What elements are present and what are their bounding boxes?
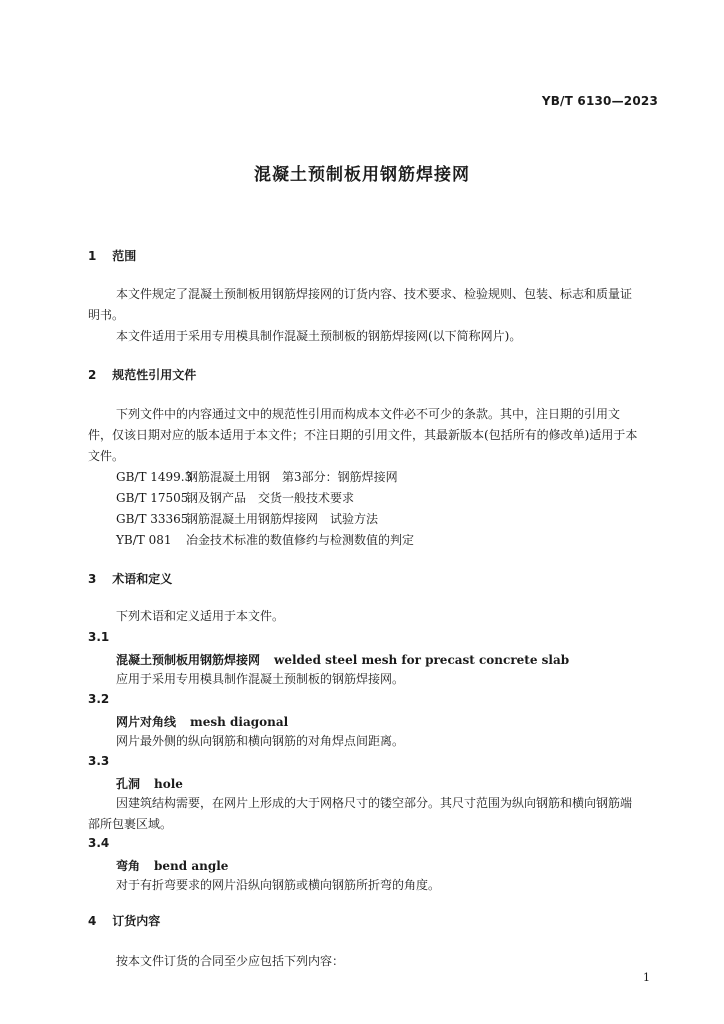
term-heading [116, 651, 569, 668]
paragraph-line: 明书。 [88, 308, 125, 322]
reference-code: YB/T 081 [116, 533, 172, 547]
reference-item [116, 509, 378, 530]
section-number: 1 [88, 249, 97, 263]
term-definition: 对于有折弯要求的网片沿纵向钢筋或横向钢筋所折弯的角度。 [116, 878, 441, 892]
document-title: 混凝土预制板用钢筋焊接网 [254, 165, 470, 185]
reference-item [116, 488, 354, 509]
reference-name: 冶金技术标准的数值修约与检测数值的判定 [186, 533, 415, 547]
paragraph-line: 本文件规定了混凝土预制板用钢筋焊接网的订货内容、技术要求、检验规则、包装、标志和质量证 [116, 287, 633, 301]
section-title: 订货内容 [112, 914, 161, 928]
section-1-heading [88, 247, 136, 264]
reference-item [116, 467, 398, 488]
section-title: 规范性引用文件 [112, 368, 197, 382]
paragraph-line: 按本文件订货的合同至少应包括下列内容： [116, 954, 345, 968]
term-definition: 因建筑结构需要，在网片上形成的大于网格尺寸的镂空部分。其尺寸范围为纵向钢筋和横向钢筋端 [116, 796, 633, 810]
paragraph-line: 下列文件中的内容通过文中的规范性引用而构成本文件必不可少的条款。其中，注日期的引用文 [116, 407, 621, 421]
paragraph-line: 下列术语和定义适用于本文件。 [116, 609, 285, 623]
section-3-heading [88, 570, 172, 587]
reference-name: 钢筋混凝土用钢筋焊接网 试验方法 [186, 512, 379, 526]
section-number: 2 [88, 368, 97, 382]
reference-code: GB/T 33365 [116, 512, 189, 526]
page-number: 1 [643, 971, 650, 984]
term-definition: 应用于采用专用模具制作混凝土预制板的钢筋焊接网。 [116, 672, 405, 686]
term-english: hole [154, 777, 183, 791]
reference-name: 钢及钢产品 交货一般技术要求 [186, 491, 355, 505]
reference-code: GB/T 17505 [116, 491, 189, 505]
reference-name: 钢筋混凝土用钢 第3部分：钢筋焊接网 [186, 470, 398, 484]
section-number: 3 [88, 572, 97, 586]
term-heading [116, 857, 228, 874]
reference-item [116, 530, 414, 551]
term-heading [116, 713, 288, 730]
term-english: welded steel mesh for precast concrete slab [274, 653, 570, 667]
term-definition: 部所包裹区域。 [88, 817, 173, 831]
term-chinese: 网片对角线 [116, 715, 177, 729]
paragraph-line: 文件。 [88, 449, 125, 463]
section-2-heading [88, 366, 196, 383]
paragraph-line: 本文件适用于采用专用模具制作混凝土预制板的钢筋焊接网(以下简称网片)。 [116, 329, 522, 343]
term-heading [116, 775, 183, 792]
term-definition: 网片最外侧的纵向钢筋和横向钢筋的对角焊点间距离。 [116, 734, 405, 748]
section-title: 范围 [112, 249, 137, 263]
term-english: mesh diagonal [190, 715, 289, 729]
section-number: 4 [88, 914, 97, 928]
section-4-heading [88, 912, 160, 929]
paragraph-line: 件，仅该日期对应的版本适用于本文件；不注日期的引用文件，其最新版本(包括所有的修改单)适用于本 [88, 428, 638, 442]
section-title: 术语和定义 [112, 572, 173, 586]
term-number: 3.1 [88, 630, 110, 644]
reference-code: GB/T 1499.3 [116, 470, 193, 484]
term-number: 3.3 [88, 754, 110, 768]
term-number: 3.2 [88, 692, 110, 706]
term-chinese: 弯角 [116, 859, 141, 873]
term-number: 3.4 [88, 836, 110, 850]
term-english: bend angle [154, 859, 229, 873]
term-chinese: 孔洞 [116, 777, 141, 791]
standard-code: YB/T 6130—2023 [541, 94, 658, 108]
term-chinese: 混凝土预制板用钢筋焊接网 [116, 653, 261, 667]
